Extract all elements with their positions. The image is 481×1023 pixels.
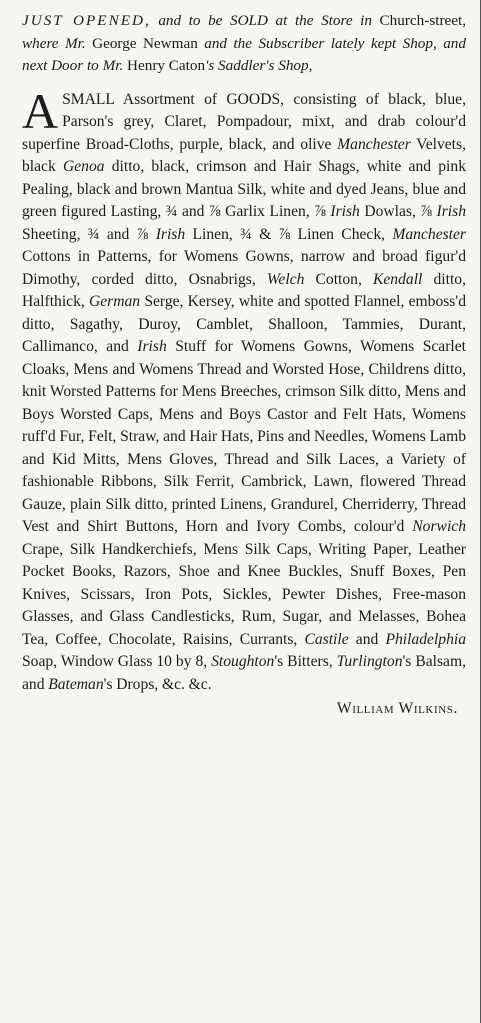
heading-text-2: where Mr. xyxy=(22,34,93,52)
italic-term: German xyxy=(89,293,141,310)
heading-text-1: and to be SOLD at the Store in xyxy=(150,12,380,29)
body-segment: Cotton, xyxy=(304,270,373,288)
italic-term: Norwich xyxy=(412,518,466,535)
body-segment: Stuff for Womens Gowns, Womens Scarlet Cloaks, Mens and Womens Thread and Worsted Hose, Childrens ditto, knit Worsted Patterns for Mens Breeches, crimson Silk ditto, Mens and Boys Worsted Caps, Mens and Boys Castor and Felt Hats, Womens ruff'd Fur, Felt, Straw, and Hair Hats, Pins and Needles, Womens Lamb and Kid Mitts, Mens Gloves, Thread and Silk Laces, a Variety of fashionable Ribbons, Silk Ferrit, Cambrick, Lawn, flowered Thread Gauze, plain Silk ditto, printed Linens, Grandurel, Cherriderry, Thread Vest and Shirt Buttons, Horn and Ivory Combs, colour'd xyxy=(22,338,466,535)
italic-term: Irish xyxy=(330,203,360,220)
body-segment: 's Balsam, and xyxy=(22,653,466,693)
body-segment: Dowlas, ⅞ xyxy=(359,203,437,220)
body-segment: Crape, Silk Handkerchiefs, Mens Silk Caps, Writing Paper, Leather Pocket Books, Razors, Shoe and Knee Buckles, Snuff Boxes, Pen Knives, Scissars, Iron Pots, Sickles, Pewter Dishes, Free-mason Glasses, and Glass Candlesticks, Rum, Sugar, and Melasses, Bohea Tea, Coffee, Chocolate, Raisins, Currants, xyxy=(22,540,466,648)
heading-just-opened: JUST OPENED, xyxy=(22,12,151,29)
italic-term: Castile xyxy=(304,630,349,648)
body-segment: Soap, Window Glass 10 by 8, xyxy=(22,653,212,670)
heading-henry-caton: Henry Caton xyxy=(127,57,206,74)
body-segment: 's Drops, &c. &c. xyxy=(103,675,212,693)
heading-text-4: 's Saddler's Shop, xyxy=(205,57,313,74)
italic-term: Irish xyxy=(155,225,186,243)
signature: William Wilkins. xyxy=(336,700,458,717)
body-segment: ditto, black, crimson and Hair Shags, white and pink Pealing, black and brown Mantua Silk, white and dyed Jeans, blue and green figured Lasting, ¾ and ⅞ Garlix Linen, ⅞ xyxy=(22,158,466,220)
italic-term: Manchester xyxy=(337,135,411,153)
body-segment: Sheeting, ¾ and ⅞ xyxy=(22,225,156,243)
body-segment: Velvets, black xyxy=(22,135,466,175)
italic-term: Irish xyxy=(436,203,466,220)
heading-text-3: and the Subscriber lately kept Shop, and next Door to Mr. xyxy=(22,34,466,74)
body-segment: SMALL Assortment of GOODS, consisting of black, blue, Parson's grey, Claret, Pompadour, mixt, and drab colour'd superfine Broad-Cloths, purple, black, and olive xyxy=(22,90,466,153)
body-segment: 's Bitters, xyxy=(274,653,337,670)
heading-church-street: Church-street, xyxy=(379,12,466,29)
drop-cap: A xyxy=(22,82,59,139)
body-segment: Cottons in Patterns, for Womens Gowns, narrow and broad figur'd Dimothy, corded ditto, Osnabrigs, xyxy=(22,248,466,288)
body-segment: Serge, Kersey, white and spotted Flannel, emboss'd ditto, Sagathy, Duroy, Camblet, Shalloon, Tammies, Durant, Callimanco, and xyxy=(22,293,466,355)
italic-term: Philadelphia xyxy=(385,630,466,648)
heading-george-newman: George Newman xyxy=(92,34,198,52)
body-segment: and xyxy=(348,630,386,648)
italic-term: Irish xyxy=(137,338,167,355)
body-segment: Linen, ¾ & ⅞ Linen Check, xyxy=(185,225,393,243)
italic-term: Genoa xyxy=(62,158,105,175)
italic-term: Kendall xyxy=(372,270,423,288)
advertisement-heading xyxy=(22,10,466,78)
italic-term: Bateman xyxy=(48,675,104,693)
body-segment: ditto, Halfthick, xyxy=(22,270,466,310)
goods-list xyxy=(22,82,467,697)
italic-term: Stoughton xyxy=(211,653,275,670)
italic-term: Welch xyxy=(266,270,305,288)
italic-term: Turlington xyxy=(336,653,403,670)
italic-term: Manchester xyxy=(392,225,467,243)
